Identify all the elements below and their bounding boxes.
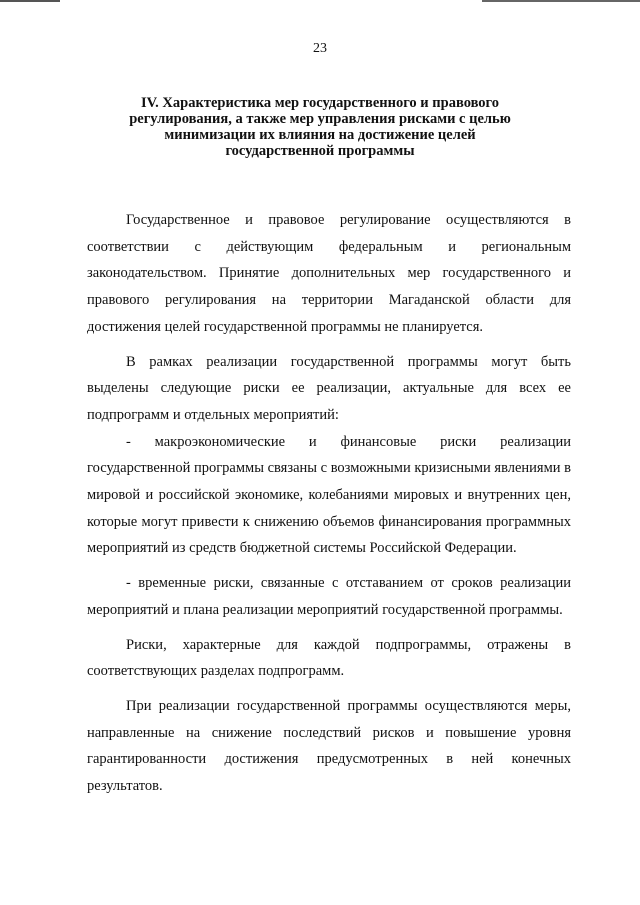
heading-line-2: регулирования, а также мер управления рисками с целью: [129, 111, 511, 127]
paragraph-macroeconomic-risks: - макроэкономические и финансовые риски реализации государственной программы связаны с возможными кризисными явлениями в мировой и российской экономике, колебаниями мировых и внутренних цен, которые могут привести к снижению объемов финансирования программных мероприятий из средств бюджетной системы Российской Федерации.: [87, 433, 571, 557]
scan-edge-line-left: [0, 0, 60, 2]
document-body: [87, 207, 571, 800]
page-number: 23: [313, 41, 327, 56]
heading-line-3: минимизации их влияния на достижение целей: [164, 127, 476, 143]
heading-line-4: государственной программы: [225, 143, 415, 159]
paragraph-risk-measures: При реализации государственной программы осуществляются меры, направленные на снижение последствий рисков и повышение уровня гарантированности достижения предусмотренных в ней конечных результатов.: [87, 697, 571, 795]
paragraph-time-risks: - временные риски, связанные с отставанием от сроков реализации мероприятий и плана реализации мероприятий государственной программы.: [87, 575, 571, 618]
paragraph-subprogram-risks: Риски, характерные для каждой подпрограммы, отражены в соответствующих разделах подпрограмм.: [87, 636, 571, 680]
section-heading: [0, 95, 640, 159]
paragraph-regulation: Государственное и правовое регулирование осуществляются в соответствии с действующим федеральным и региональным законодательством. Принятие дополнительных мер государственного и правового регулирования на территории Магаданской области для достижения целей государственной программы не планируется.: [87, 212, 571, 335]
heading-line-1: IV. Характеристика мер государственного и правового: [140, 95, 500, 111]
scan-edge-line-right: [482, 0, 640, 2]
paragraph-risks-intro: В рамках реализации государственной программы могут быть выделены следующие риски ее реализации, актуальные для всех ее подпрограмм и отдельных мероприятий:: [87, 353, 571, 423]
